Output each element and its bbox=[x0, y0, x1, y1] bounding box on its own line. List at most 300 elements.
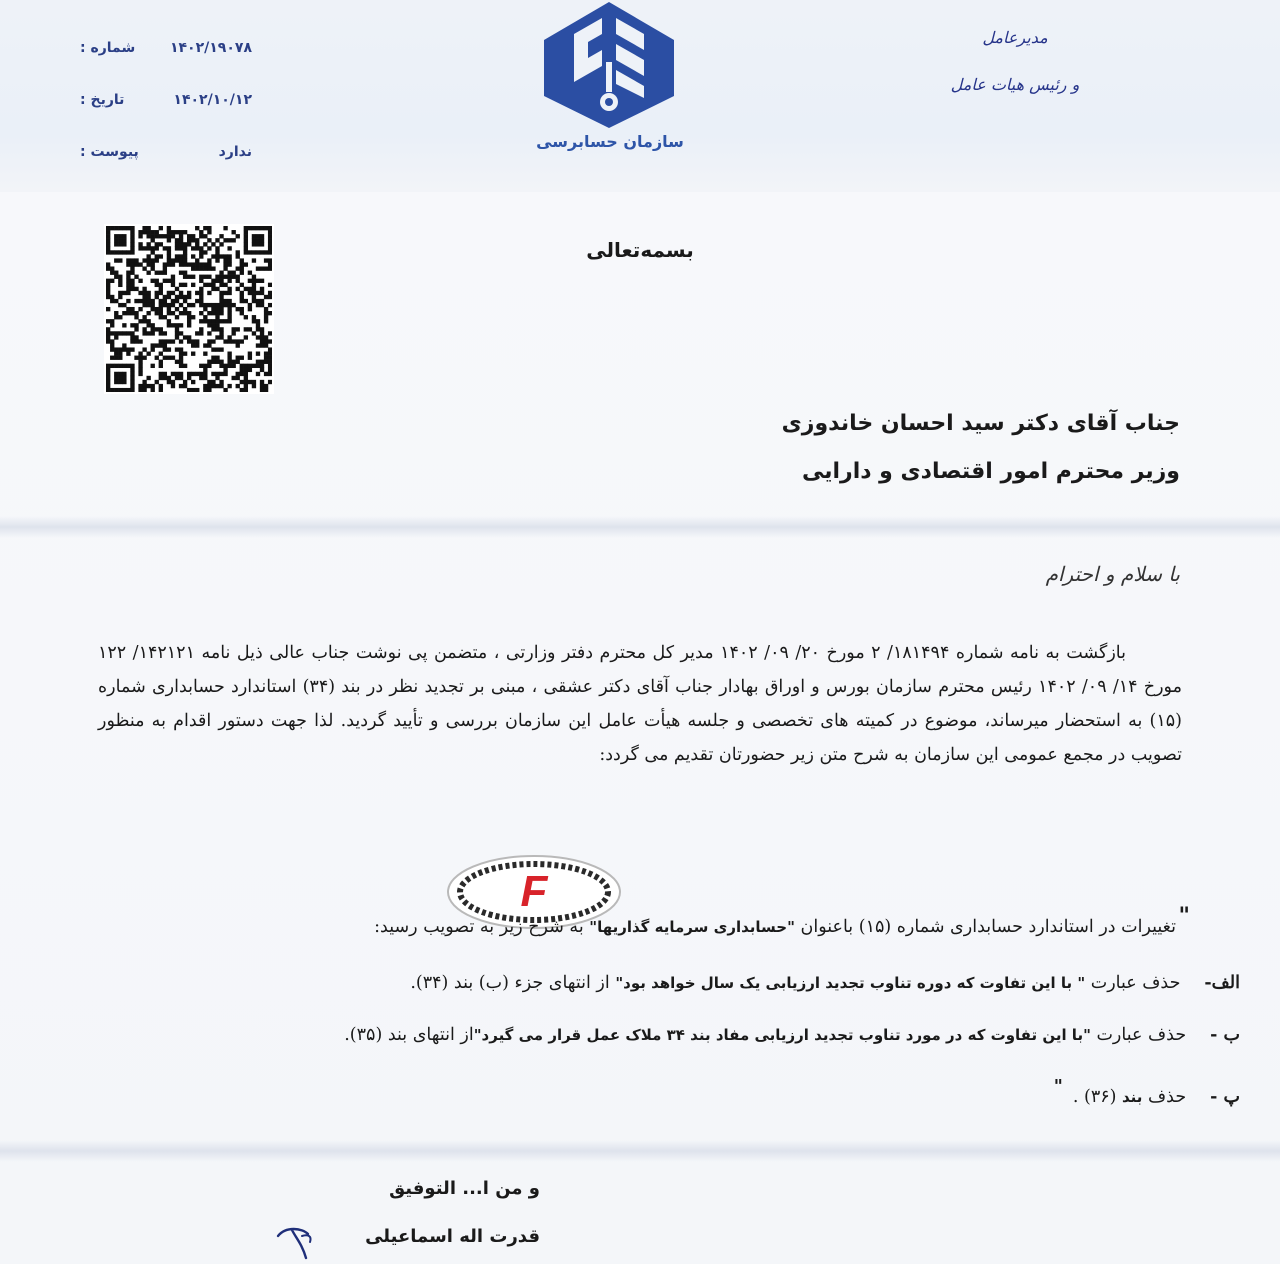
qr-module bbox=[163, 271, 167, 275]
qr-module bbox=[126, 275, 130, 279]
qr-module bbox=[268, 230, 272, 234]
qr-module bbox=[110, 226, 114, 230]
qr-module bbox=[191, 303, 195, 307]
qr-module bbox=[240, 295, 244, 299]
qr-module bbox=[159, 352, 163, 356]
qr-module bbox=[183, 307, 187, 311]
meta-attachment-value: ندارد bbox=[218, 144, 252, 160]
qr-module bbox=[179, 356, 183, 360]
qr-module bbox=[215, 246, 219, 250]
qr-module bbox=[106, 283, 110, 287]
qr-module bbox=[240, 258, 244, 262]
qr-module bbox=[219, 242, 223, 246]
qr-module bbox=[146, 262, 150, 266]
qr-module bbox=[122, 376, 126, 380]
clause-before: حذف bbox=[1142, 1087, 1187, 1107]
qr-module bbox=[163, 299, 167, 303]
qr-module bbox=[159, 234, 163, 238]
meta-date-value: ۱۴۰۲/۱۰/۱۲ bbox=[173, 92, 252, 108]
qr-module bbox=[118, 380, 122, 384]
qr-module bbox=[244, 327, 248, 331]
qr-module bbox=[264, 343, 268, 347]
qr-module bbox=[227, 356, 231, 360]
qr-module bbox=[219, 347, 223, 351]
qr-module bbox=[118, 258, 122, 262]
qr-module bbox=[159, 331, 163, 335]
qr-module bbox=[118, 226, 122, 230]
qr-module bbox=[179, 283, 183, 287]
qr-module bbox=[106, 376, 110, 380]
qr-module bbox=[146, 271, 150, 275]
qr-module bbox=[114, 372, 118, 376]
qr-module bbox=[122, 364, 126, 368]
qr-module bbox=[142, 295, 146, 299]
qr-module bbox=[175, 254, 179, 258]
qr-module bbox=[126, 352, 130, 356]
qr-module bbox=[252, 238, 256, 242]
qr-module bbox=[179, 303, 183, 307]
qr-module bbox=[268, 372, 272, 376]
qr-module bbox=[163, 356, 167, 360]
qr-module bbox=[130, 323, 134, 327]
qr-module bbox=[203, 384, 207, 388]
qr-module bbox=[163, 339, 167, 343]
qr-module bbox=[163, 266, 167, 270]
qr-module bbox=[260, 343, 264, 347]
qr-module bbox=[171, 339, 175, 343]
qr-module bbox=[187, 238, 191, 242]
svg-text:F: F bbox=[520, 867, 548, 916]
qr-module bbox=[142, 299, 146, 303]
qr-module bbox=[223, 388, 227, 392]
qr-module bbox=[146, 311, 150, 315]
qr-module bbox=[260, 234, 264, 238]
qr-module bbox=[232, 303, 236, 307]
qr-module bbox=[122, 388, 126, 392]
qr-module bbox=[151, 347, 155, 351]
qr-module bbox=[163, 376, 167, 380]
qr-module bbox=[171, 283, 175, 287]
qr-module bbox=[191, 339, 195, 343]
qr-module bbox=[199, 327, 203, 331]
qr-module bbox=[130, 250, 134, 254]
addressee-title: وزیر محترم امور اقتصادی و دارایی bbox=[801, 459, 1180, 484]
quote-close-mark: " bbox=[1053, 1077, 1063, 1097]
body-paragraph: بازگشت به نامه شماره ۱۸۱۴۹۴/ ۲ مورخ ۲۰/ ۰۹/ ۱۴۰۲ مدیر کل محترم دفتر وزارتی ، متضمن پی نوشت جناب عالی ذیل نامه ۱۴۲۱۲۱/ ۱۲۲ مورخ ۱۴/ ۰۹/ ۱۴۰۲ رئیس محترم سازمان بورس و اوراق بهادار جناب آقای دکتر عشقی ، مبنی بر تجدید نظر در بند (۳۴) استاندارد حسابداری شماره (۱۵) به استحضار میرساند، موضوع در کمیته های تخصصی و جلسه هیأت عامل این سازمان بررسی و تأیید گردید. لذا جهت دستور اقدام به منظور تصویب در مجمع عمومی این سازمان به شرح متن زیر حضورتان تقدیم می گردد: bbox=[98, 643, 1182, 765]
qr-module bbox=[199, 234, 203, 238]
qr-module bbox=[264, 384, 268, 388]
qr-module bbox=[130, 388, 134, 392]
qr-module bbox=[179, 230, 183, 234]
qr-module bbox=[138, 279, 142, 283]
qr-module bbox=[260, 331, 264, 335]
qr-module bbox=[167, 323, 171, 327]
qr-module bbox=[159, 307, 163, 311]
qr-module bbox=[215, 384, 219, 388]
qr-module bbox=[175, 242, 179, 246]
qr-module bbox=[118, 295, 122, 299]
qr-module bbox=[130, 246, 134, 250]
qr-module bbox=[268, 347, 272, 351]
qr-module bbox=[114, 364, 118, 368]
qr-module bbox=[155, 291, 159, 295]
qr-module bbox=[232, 271, 236, 275]
qr-module bbox=[211, 279, 215, 283]
qr-module bbox=[142, 380, 146, 384]
qr-module bbox=[268, 339, 272, 343]
qr-module bbox=[203, 388, 207, 392]
qr-module bbox=[256, 299, 260, 303]
qr-module bbox=[191, 343, 195, 347]
qr-module bbox=[151, 384, 155, 388]
qr-module bbox=[244, 226, 248, 230]
meta-date-label: تاریخ : bbox=[80, 92, 125, 108]
qr-module bbox=[268, 356, 272, 360]
qr-module bbox=[199, 376, 203, 380]
qr-module bbox=[211, 347, 215, 351]
qr-module bbox=[187, 262, 191, 266]
qr-module bbox=[223, 254, 227, 258]
qr-module bbox=[215, 356, 219, 360]
qr-module bbox=[155, 242, 159, 246]
qr-module bbox=[268, 234, 272, 238]
qr-module bbox=[256, 303, 260, 307]
qr-module bbox=[179, 364, 183, 368]
qr-module bbox=[138, 364, 142, 368]
qr-module bbox=[223, 266, 227, 270]
qr-module bbox=[236, 254, 240, 258]
qr-module bbox=[179, 291, 183, 295]
qr-module bbox=[207, 323, 211, 327]
qr-module bbox=[130, 230, 134, 234]
qr-module bbox=[227, 335, 231, 339]
qr-module bbox=[159, 364, 163, 368]
qr-module bbox=[130, 384, 134, 388]
qr-module bbox=[114, 388, 118, 392]
qr-module bbox=[256, 323, 260, 327]
qr-module bbox=[159, 360, 163, 364]
qr-module bbox=[211, 266, 215, 270]
qr-module bbox=[191, 275, 195, 279]
qr-module bbox=[203, 242, 207, 246]
qr-module bbox=[122, 234, 126, 238]
qr-module bbox=[122, 311, 126, 315]
qr-module bbox=[106, 246, 110, 250]
qr-module bbox=[138, 339, 142, 343]
qr-module bbox=[232, 360, 236, 364]
addressee bbox=[560, 406, 1180, 502]
qr-module bbox=[248, 291, 252, 295]
qr-module bbox=[236, 307, 240, 311]
qr-module bbox=[167, 258, 171, 262]
invocation: بسمه‌تعالی bbox=[586, 238, 694, 262]
qr-module bbox=[106, 279, 110, 283]
qr-module bbox=[268, 283, 272, 287]
qr-module bbox=[264, 360, 268, 364]
qr-module bbox=[183, 283, 187, 287]
qr-module bbox=[191, 238, 195, 242]
qr-module bbox=[163, 343, 167, 347]
qr-module bbox=[130, 368, 134, 372]
qr-module bbox=[183, 250, 187, 254]
qr-module bbox=[207, 303, 211, 307]
qr-module bbox=[240, 339, 244, 343]
qr-module bbox=[118, 279, 122, 283]
letter-meta bbox=[80, 22, 252, 178]
qr-module bbox=[163, 303, 167, 307]
qr-module bbox=[240, 356, 244, 360]
qr-module bbox=[219, 360, 223, 364]
qr-module bbox=[151, 364, 155, 368]
qr-module bbox=[167, 234, 171, 238]
qr-module bbox=[171, 230, 175, 234]
qr-module bbox=[256, 291, 260, 295]
qr-module bbox=[236, 279, 240, 283]
qr-module bbox=[203, 372, 207, 376]
qr-module bbox=[175, 323, 179, 327]
qr-module bbox=[167, 238, 171, 242]
addressee-name: جناب آقای دکتر سید احسان خاندوزی bbox=[781, 411, 1180, 436]
qr-module bbox=[179, 311, 183, 315]
qr-module bbox=[244, 372, 248, 376]
qr-module bbox=[264, 356, 268, 360]
qr-module bbox=[179, 246, 183, 250]
qr-module bbox=[146, 291, 150, 295]
qr-module bbox=[106, 327, 110, 331]
qr-module bbox=[167, 380, 171, 384]
qr-module bbox=[179, 234, 183, 238]
qr-module bbox=[171, 372, 175, 376]
qr-module bbox=[260, 242, 264, 246]
qr-module bbox=[163, 347, 167, 351]
qr-module bbox=[191, 262, 195, 266]
qr-module bbox=[106, 250, 110, 254]
qr-module bbox=[175, 327, 179, 331]
qr-module bbox=[244, 299, 248, 303]
qr-module bbox=[106, 291, 110, 295]
qr-module bbox=[106, 287, 110, 291]
qr-module bbox=[207, 283, 211, 287]
qr-module bbox=[118, 372, 122, 376]
qr-module bbox=[260, 303, 264, 307]
qr-module bbox=[126, 364, 130, 368]
qr-module bbox=[159, 287, 163, 291]
qr-module bbox=[159, 388, 163, 392]
qr-module bbox=[179, 339, 183, 343]
qr-module bbox=[244, 234, 248, 238]
qr-module bbox=[207, 311, 211, 315]
qr-module bbox=[179, 262, 183, 266]
qr-module bbox=[260, 250, 264, 254]
qr-module bbox=[215, 250, 219, 254]
qr-module bbox=[199, 319, 203, 323]
qr-module bbox=[260, 291, 264, 295]
qr-module bbox=[151, 262, 155, 266]
qr-module bbox=[159, 311, 163, 315]
greeting: با سلام و احترام bbox=[1045, 562, 1180, 586]
qr-module bbox=[207, 258, 211, 262]
qr-module bbox=[223, 283, 227, 287]
qr-module bbox=[223, 364, 227, 368]
qr-module bbox=[195, 262, 199, 266]
qr-module bbox=[122, 250, 126, 254]
qr-module bbox=[256, 250, 260, 254]
qr-module bbox=[236, 372, 240, 376]
qr-module bbox=[248, 327, 252, 331]
qr-module bbox=[146, 331, 150, 335]
qr-module bbox=[219, 299, 223, 303]
qr-module bbox=[163, 279, 167, 283]
qr-module bbox=[138, 352, 142, 356]
qr-module bbox=[244, 230, 248, 234]
qr-module bbox=[183, 352, 187, 356]
qr-module bbox=[138, 319, 142, 323]
qr-module bbox=[256, 352, 260, 356]
qr-module bbox=[126, 271, 130, 275]
qr-module bbox=[236, 275, 240, 279]
qr-module bbox=[159, 299, 163, 303]
qr-module bbox=[215, 238, 219, 242]
qr-module bbox=[211, 327, 215, 331]
qr-module bbox=[207, 238, 211, 242]
qr-module bbox=[244, 368, 248, 372]
qr-module bbox=[134, 356, 138, 360]
qr-module bbox=[138, 299, 142, 303]
signature-mark bbox=[272, 1222, 322, 1264]
qr-module bbox=[232, 376, 236, 380]
qr-module bbox=[146, 226, 150, 230]
qr-module bbox=[248, 226, 252, 230]
qr-module bbox=[179, 352, 183, 356]
qr-module bbox=[256, 327, 260, 331]
qr-module bbox=[155, 380, 159, 384]
qr-module bbox=[223, 303, 227, 307]
meta-attachment bbox=[80, 126, 252, 178]
qr-module bbox=[215, 323, 219, 327]
qr-module bbox=[219, 283, 223, 287]
qr-module bbox=[207, 339, 211, 343]
qr-module bbox=[106, 380, 110, 384]
qr-module bbox=[155, 234, 159, 238]
qr-module bbox=[195, 226, 199, 230]
qr-module bbox=[223, 226, 227, 230]
qr-module bbox=[252, 319, 256, 323]
qr-module bbox=[171, 299, 175, 303]
qr-module bbox=[167, 376, 171, 380]
qr-module bbox=[203, 250, 207, 254]
qr-module bbox=[232, 339, 236, 343]
qr-module bbox=[179, 331, 183, 335]
qr-module bbox=[236, 356, 240, 360]
meta-attachment-label: پیوست : bbox=[80, 144, 139, 160]
qr-module bbox=[130, 287, 134, 291]
qr-module bbox=[211, 311, 215, 315]
qr-module bbox=[179, 347, 183, 351]
qr-module bbox=[159, 226, 163, 230]
qr-module bbox=[248, 352, 252, 356]
qr-module bbox=[151, 246, 155, 250]
qr-module bbox=[110, 271, 114, 275]
qr-module bbox=[240, 307, 244, 311]
qr-module bbox=[223, 299, 227, 303]
qr-module bbox=[252, 279, 256, 283]
qr-module bbox=[211, 372, 215, 376]
qr-module bbox=[155, 343, 159, 347]
qr-module bbox=[134, 287, 138, 291]
clause-marker: الف- bbox=[1204, 973, 1240, 993]
qr-module bbox=[163, 331, 167, 335]
qr-module bbox=[163, 246, 167, 250]
qr-module bbox=[159, 339, 163, 343]
qr-module bbox=[211, 323, 215, 327]
qr-module bbox=[151, 234, 155, 238]
qr-module bbox=[187, 295, 191, 299]
qr-module bbox=[244, 380, 248, 384]
qr-module bbox=[159, 254, 163, 258]
qr-module bbox=[171, 380, 175, 384]
clause-marker: ب - bbox=[1210, 1025, 1240, 1045]
qr-module bbox=[122, 347, 126, 351]
qr-module bbox=[134, 262, 138, 266]
qr-module bbox=[215, 303, 219, 307]
qr-module bbox=[195, 299, 199, 303]
qr-module bbox=[252, 234, 256, 238]
qr-module bbox=[264, 250, 268, 254]
qr-module bbox=[159, 283, 163, 287]
qr-module bbox=[215, 254, 219, 258]
organization-name: سازمان حسابرسی bbox=[536, 132, 684, 151]
meta-number-label: شماره : bbox=[80, 40, 136, 56]
qr-module bbox=[227, 238, 231, 242]
qr-module bbox=[240, 266, 244, 270]
qr-module bbox=[155, 279, 159, 283]
qr-module bbox=[244, 238, 248, 242]
qr-module bbox=[260, 287, 264, 291]
qr-module bbox=[151, 303, 155, 307]
qr-module bbox=[244, 242, 248, 246]
qr-module bbox=[199, 291, 203, 295]
qr-module bbox=[252, 380, 256, 384]
qr-module bbox=[175, 376, 179, 380]
qr-module bbox=[138, 307, 142, 311]
qr-module bbox=[179, 238, 183, 242]
qr-module bbox=[203, 319, 207, 323]
qr-module bbox=[118, 315, 122, 319]
qr-module bbox=[167, 254, 171, 258]
qr-module bbox=[146, 254, 150, 258]
clause-pe bbox=[190, 1077, 1240, 1114]
qr-module bbox=[256, 360, 260, 364]
qr-module bbox=[155, 295, 159, 299]
qr-module bbox=[146, 295, 150, 299]
qr-module bbox=[114, 226, 118, 230]
qr-module bbox=[227, 275, 231, 279]
qr-module bbox=[227, 360, 231, 364]
qr-module bbox=[227, 291, 231, 295]
qr-module bbox=[240, 368, 244, 372]
qr-module bbox=[207, 384, 211, 388]
qr-module bbox=[126, 388, 130, 392]
qr-module bbox=[211, 283, 215, 287]
qr-module bbox=[183, 335, 187, 339]
qr-module bbox=[240, 372, 244, 376]
qr-module bbox=[256, 335, 260, 339]
qr-module bbox=[187, 242, 191, 246]
qr-module bbox=[187, 275, 191, 279]
qr-module bbox=[118, 376, 122, 380]
qr-module bbox=[203, 307, 207, 311]
organization-logo bbox=[540, 0, 678, 130]
